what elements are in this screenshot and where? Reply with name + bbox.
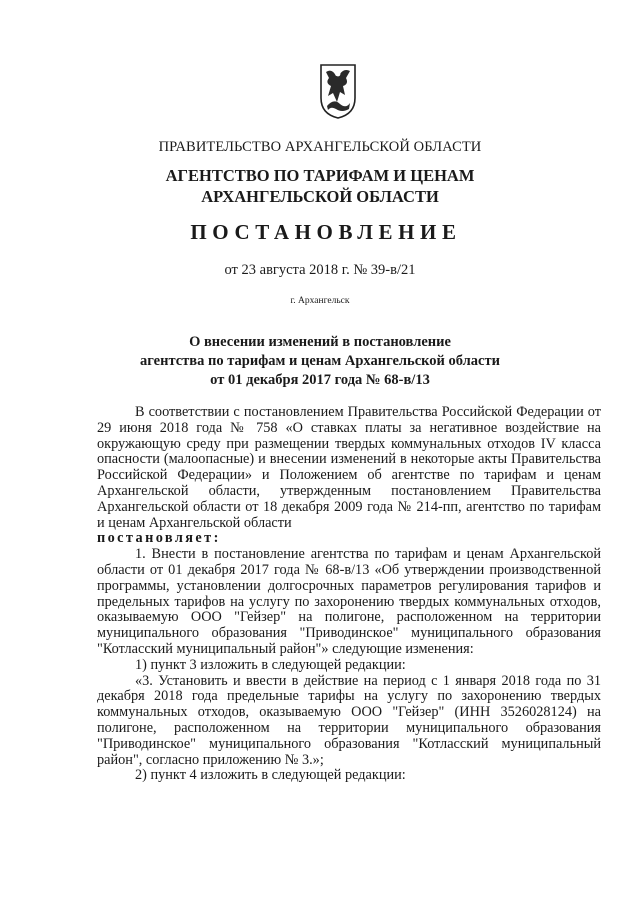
agency-title-line1: АГЕНТСТВО ПО ТАРИФАМ И ЦЕНАМ — [165, 166, 475, 185]
document-date-number: от 23 августа 2018 г. № 39-в/21 — [224, 262, 416, 278]
sub-item-1: 1) пункт 3 изложить в следующей редакции: — [135, 656, 406, 673]
decree-word-text: постановляет: — [97, 530, 221, 547]
item-1-paragraph: 1. Внести в постановление агентства по тарифам и ценам Архангельской области от 01 декабря 2017 года № 68-в/13 «Об утверждении производственной программы, установлении долгосрочных параметров регулирования тарифов и предельных тарифов на услугу по захоронению твердых коммунальных отходов, оказываемую ООО "Гейзер" на полигоне, расположенном на территории муниципального образования "Приводинское" муниципального образования "Котласский муниципальный район"» следующие изменения: — [97, 546, 601, 657]
government-title: ПРАВИТЕЛЬСТВО АРХАНГЕЛЬСКОЙ ОБЛАСТИ — [158, 139, 482, 155]
agency-title — [0, 165, 640, 207]
subject-line1: О внесении изменений в постановление — [189, 334, 451, 350]
subject-line2: агентства по тарифам и ценам Архангельской области — [140, 353, 500, 369]
document-city: г. Архангельск — [290, 296, 350, 306]
document-subject — [0, 333, 640, 390]
document-type: ПОСТАНОВЛЕНИЕ — [190, 220, 462, 244]
arkhangelsk-coat-of-arms-icon — [318, 62, 358, 120]
sub-item-2: 2) пункт 4 изложить в следующей редакции: — [135, 767, 406, 784]
document-body — [97, 405, 601, 784]
subject-line3: от 01 декабря 2017 года № 68-в/13 — [210, 372, 430, 388]
preamble-paragraph: В соответствии с постановлением Правительства Российской Федерации от 29 июня 2018 года № 758 «О ставках платы за негативное воздействие на окружающую среду при размещении твердых коммунальных отходов IV класса опасности (малоопасные) и внесении изменений в некоторые акты Правительства Российской Федерации» и Положением об агентстве по тарифам и ценам Архангельской области, утвержденным постановлением Правительства Архангельской области от 18 декабря 2009 года № 214-пп, агентство по тарифам и ценам Архангельской области — [97, 404, 601, 531]
decree-word — [97, 531, 601, 547]
agency-title-line2: АРХАНГЕЛЬСКОЙ ОБЛАСТИ — [201, 187, 439, 206]
quoted-item-3: «3. Установить и ввести в действие на период с 1 января 2018 года по 31 декабря 2018 года предельные тарифы на услугу по захоронению твердых коммунальных отходов, оказываемую ООО "Гейзер" (ИНН 3526028124) на полигоне, расположенном на территории муниципального образования "Приводинское" муниципального образования "Котласский муниципальный район", согласно приложению № 3.»; — [97, 672, 601, 768]
